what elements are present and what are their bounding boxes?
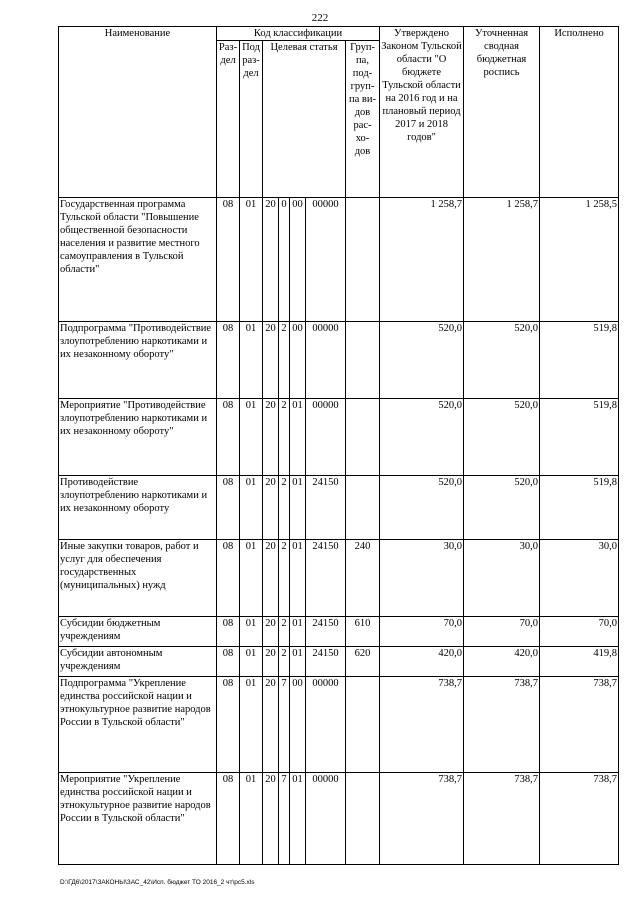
table-row: [59, 322, 619, 399]
row-expense-type: [346, 322, 380, 399]
header-expense-type: Груп- па, под- груп- па ви- дов рас- хо- дов: [346, 41, 380, 198]
row-name: Государственная программа Тульской области "Повышение общественной безопасности населения и развитие местного самоуправления в Тульской области": [59, 198, 217, 322]
row-subprogram: 2: [279, 476, 290, 540]
header-executed: Исполнено: [540, 27, 619, 198]
table-row: [59, 399, 619, 476]
row-direction: 00000: [306, 773, 346, 865]
row-subprogram: 2: [279, 322, 290, 399]
header-target-article: Целевая статья: [263, 41, 346, 198]
row-approved: 520,0: [380, 399, 464, 476]
row-approved: 738,7: [380, 773, 464, 865]
row-direction: 00000: [306, 399, 346, 476]
row-expense-type: 620: [346, 647, 380, 677]
row-expense-type: [346, 476, 380, 540]
row-subsection: 01: [240, 540, 263, 617]
row-name: Мероприятие "Укрепление единства российской нации и этнокультурное развитие народов России в Тульской области": [59, 773, 217, 865]
row-executed: 519,8: [540, 399, 619, 476]
row-section: 08: [217, 476, 240, 540]
row-approved: 70,0: [380, 617, 464, 647]
row-program: 20: [263, 198, 279, 322]
row-event: 00: [290, 198, 306, 322]
row-subprogram: 7: [279, 773, 290, 865]
row-expense-type: [346, 399, 380, 476]
row-subsection: 01: [240, 773, 263, 865]
row-program: 20: [263, 677, 279, 773]
row-program: 20: [263, 773, 279, 865]
row-executed: 738,7: [540, 677, 619, 773]
row-expense-type: 610: [346, 617, 380, 647]
row-refined: 738,7: [464, 773, 540, 865]
row-executed: 519,8: [540, 476, 619, 540]
table-row: [59, 773, 619, 865]
table-row: [59, 198, 619, 322]
header-name: Наименование: [59, 27, 217, 198]
row-refined: 738,7: [464, 677, 540, 773]
row-direction: 24150: [306, 617, 346, 647]
row-subprogram: 2: [279, 647, 290, 677]
row-expense-type: [346, 677, 380, 773]
row-approved: 520,0: [380, 476, 464, 540]
row-program: 20: [263, 540, 279, 617]
table-row: [59, 677, 619, 773]
row-event: 01: [290, 773, 306, 865]
row-section: 08: [217, 773, 240, 865]
row-expense-type: [346, 198, 380, 322]
row-name: Мероприятие "Противодействие злоупотреблению наркотиками и их незаконному обороту": [59, 399, 217, 476]
footer-file-path: D:\ГД6\2017\ЗАКОНЫ\ЗАС_42\Исп. бюджет ТО 2016_2 чт\рс5.xls: [60, 879, 255, 886]
row-name: Субсидии автономным учреждениям: [59, 647, 217, 677]
row-refined: 70,0: [464, 617, 540, 647]
header-approved: Утверждено Законом Тульской области "О бюджете Тульской области на 2016 год и на плановый период 2017 и 2018 годов": [380, 27, 464, 198]
row-expense-type: 240: [346, 540, 380, 617]
row-subprogram: 0: [279, 198, 290, 322]
row-executed: 1 258,5: [540, 198, 619, 322]
row-refined: 420,0: [464, 647, 540, 677]
row-subsection: 01: [240, 647, 263, 677]
row-direction: 00000: [306, 198, 346, 322]
row-direction: 00000: [306, 677, 346, 773]
row-subsection: 01: [240, 322, 263, 399]
row-section: 08: [217, 322, 240, 399]
row-subprogram: 2: [279, 617, 290, 647]
row-subprogram: 2: [279, 399, 290, 476]
row-direction: 00000: [306, 322, 346, 399]
row-program: 20: [263, 617, 279, 647]
row-approved: 520,0: [380, 322, 464, 399]
row-section: 08: [217, 540, 240, 617]
row-subprogram: 2: [279, 540, 290, 617]
row-event: 01: [290, 647, 306, 677]
row-event: 01: [290, 540, 306, 617]
row-refined: 520,0: [464, 476, 540, 540]
row-approved: 420,0: [380, 647, 464, 677]
row-subsection: 01: [240, 198, 263, 322]
table-row: [59, 540, 619, 617]
row-name: Подпрограмма "Укрепление единства российской нации и этнокультурное развитие народов России в Тульской области": [59, 677, 217, 773]
header-section: Раз- дел: [217, 41, 240, 198]
row-event: 00: [290, 677, 306, 773]
row-refined: 520,0: [464, 399, 540, 476]
row-section: 08: [217, 647, 240, 677]
row-subsection: 01: [240, 677, 263, 773]
row-event: 01: [290, 617, 306, 647]
row-section: 08: [217, 677, 240, 773]
row-name: Противодействие злоупотреблению наркотиками и их незаконному обороту: [59, 476, 217, 540]
table-row: [59, 647, 619, 677]
page-number: 222: [311, 12, 329, 24]
row-approved: 1 258,7: [380, 198, 464, 322]
header-refined: Уточненная сводная бюджетная роспись: [464, 27, 540, 198]
row-direction: 24150: [306, 540, 346, 617]
row-refined: 520,0: [464, 322, 540, 399]
row-program: 20: [263, 647, 279, 677]
row-executed: 30,0: [540, 540, 619, 617]
row-subsection: 01: [240, 476, 263, 540]
row-executed: 519,8: [540, 322, 619, 399]
row-name: Субсидии бюджетным учреждениям: [59, 617, 217, 647]
table-row: [59, 617, 619, 647]
row-direction: 24150: [306, 476, 346, 540]
row-event: 01: [290, 476, 306, 540]
row-event: 00: [290, 322, 306, 399]
header-subsection: Под раз- дел: [240, 41, 263, 198]
row-subsection: 01: [240, 399, 263, 476]
row-refined: 30,0: [464, 540, 540, 617]
row-approved: 738,7: [380, 677, 464, 773]
header-classification-code: Код классификации: [217, 27, 380, 41]
row-section: 08: [217, 617, 240, 647]
row-section: 08: [217, 198, 240, 322]
header-row-top: [59, 27, 619, 41]
row-program: 20: [263, 399, 279, 476]
row-subprogram: 7: [279, 677, 290, 773]
row-expense-type: [346, 773, 380, 865]
row-section: 08: [217, 399, 240, 476]
row-subsection: 01: [240, 617, 263, 647]
row-event: 01: [290, 399, 306, 476]
row-name: Иные закупки товаров, работ и услуг для обеспечения государственных (муниципальных) нужд: [59, 540, 217, 617]
row-executed: 70,0: [540, 617, 619, 647]
row-executed: 738,7: [540, 773, 619, 865]
budget-table: [58, 26, 619, 865]
row-executed: 419,8: [540, 647, 619, 677]
row-approved: 30,0: [380, 540, 464, 617]
row-direction: 24150: [306, 647, 346, 677]
row-program: 20: [263, 322, 279, 399]
row-refined: 1 258,7: [464, 198, 540, 322]
row-program: 20: [263, 476, 279, 540]
row-name: Подпрограмма "Противодействие злоупотреблению наркотиками и их незаконному обороту": [59, 322, 217, 399]
table-row: [59, 476, 619, 540]
